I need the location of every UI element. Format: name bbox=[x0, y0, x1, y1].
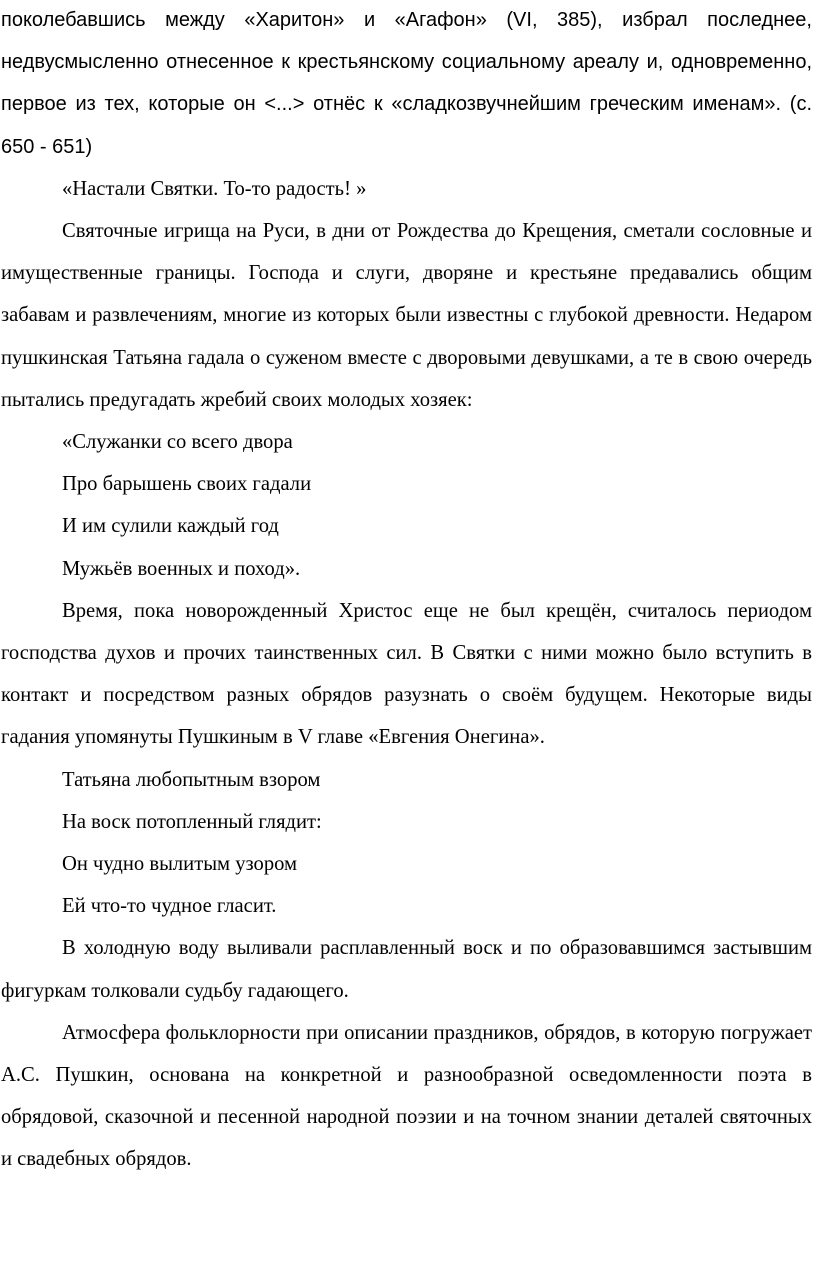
paragraph-vremya: Время, пока новорожденный Христос еще не был крещён, считалось периодом господства духов и прочих таинственных сил. В Святки с ними можно было вступить в контакт и посредством разных обрядов разузнать о своём будущем. Некоторые виды гадания упомянуты Пушкиным в V главе «Евгения Онегина». bbox=[1, 599, 812, 749]
verse-line-3: И им сулили каждый год bbox=[62, 515, 279, 538]
quote-line: «Настали Святки. То-то радость! » bbox=[62, 177, 367, 200]
paragraph-continuation: поколебавшись между «Харитон» и «Агафон» (VI, 385), избрал последнее, недвусмысленно отнесенное к крестьянскому социальному ареалу и, одновременно, первое из тех, которые он <...> отнёс к «сладкозвучнейшим греческим именам». (с. 650 - 651) bbox=[1, 9, 812, 158]
verse-line-1: «Служанки со всего двора bbox=[62, 431, 293, 454]
paragraph-atmosphere: Атмосфера фольклорности при описании праздников, обрядов, в которую погружает А.С. Пушкин, основана на конкретной и разнообразной осведомленности поэта в обрядовой, сказочной и песенной народной поэзии и на точном знании деталей святочных и свадебных обрядов. bbox=[1, 1021, 812, 1171]
verse-line-4: Мужьёв военных и поход». bbox=[62, 557, 301, 580]
verse-line-6: На воск потопленный глядит: bbox=[62, 810, 322, 833]
paragraph-wax: В холодную воду выливали расплавленный воск и по образовавшимся застывшим фигуркам толковали судьбу гадающего. bbox=[1, 937, 812, 1002]
verse-line-2: Про барышень своих гадали bbox=[62, 473, 312, 496]
paragraph-svyatki: Святочные игрища на Руси, в дни от Рождества до Крещения, сметали сословные и имущественные границы. Господа и слуги, дворяне и крестьяне предавались общим забавам и развлечениям, многие из которых были известны с глубокой древности. Недаром пушкинская Татьяна гадала о суженом вместе с дворовыми девушками, а те в свою очередь пытались предугадать жребий своих молодых хозяек: bbox=[1, 220, 812, 411]
verse-line-7: Он чудно вылитым узором bbox=[62, 853, 298, 876]
verse-line-8: Ей что-то чудное гласит. bbox=[62, 895, 277, 918]
verse-line-5: Татьяна любопытным взором bbox=[62, 768, 321, 791]
